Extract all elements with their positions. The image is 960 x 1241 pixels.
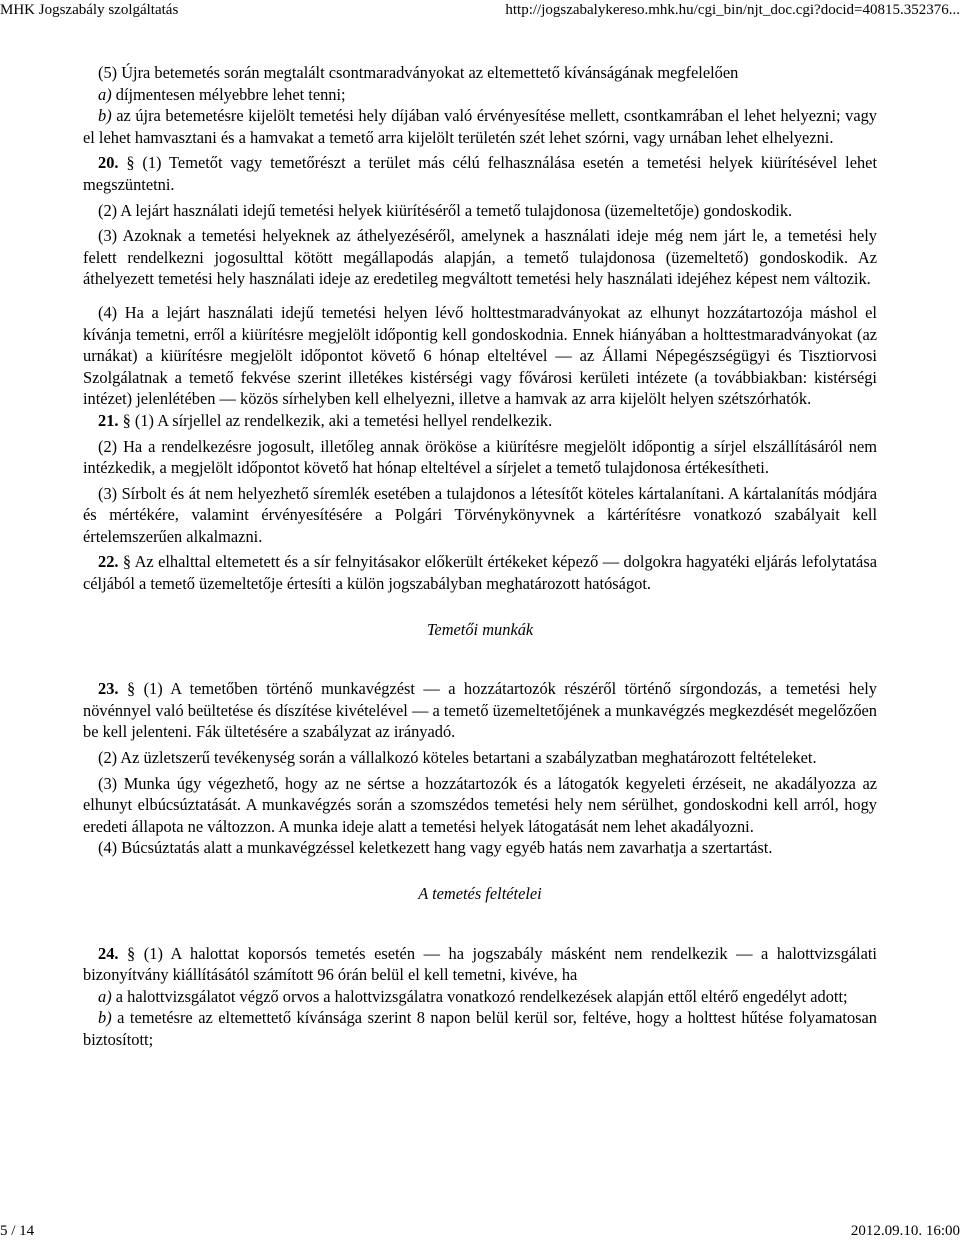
section-number: 24. [98, 943, 119, 963]
paragraph: (2) A lejárt használati idejű temetési helyek kiürítéséről a temető tulajdonosa (üzemeltetője) gondoskodik. [98, 200, 793, 220]
item-letter: b) [98, 106, 112, 126]
document-body [83, 62, 877, 1051]
item-letter: b) [98, 1008, 112, 1028]
section-23-para-1: 23. § (1) A temetőben történő munkavégzést — a hozzátartozók részéről történő sírgondozás, a temetési hely növénnyel való beültetése és díszítése kivételével — a temető üzemeltetőjének a munkavégzés megkezdését megelőzően be kell jelenteni. Fák ültetésére a szabályzat az irányadó. [83, 679, 877, 742]
header-source: MHK Jogszabály szolgáltatás [0, 2, 179, 18]
item-letter: a) [98, 84, 112, 104]
section-22: 22. § Az elhalttal eltemetett és a sír felnyitásakor előkerült értékeket képező — dolgokra hagyatéki eljárás lefolytatása céljából a temető üzemeltetője értesíti a külön jogszabályban meghatározott hatóságot. [83, 552, 877, 594]
section-number: 22. [98, 552, 119, 572]
list-item: b) a temetésre az eltemettető kívánsága szerint 8 napon belül kerül sor, feltéve, hogy a holttest hűtése folyamatosan biztosított; [83, 1008, 877, 1049]
print-datetime: 2012.09.10. 16:00 [850, 1223, 960, 1239]
section-heading: Temetői munkák [426, 619, 534, 639]
paragraph: (3) Azoknak a temetési helyeknek az áthelyezéséről, amelynek a használati ideje még nem járt le, a temetési hely felett rendelkezni jogosulttal kötött megállapodás alapján, a temető tulajdonosa (üzemeltető) gondoskodik. Az áthelyezett temetési hely használati ideje az eredetileg megváltott temetési hely használati idejéhez képest nem változik. [83, 226, 877, 289]
paragraph: (2) Az üzletszerű tevékenység során a vállalkozó köteles betartani a szabályzatban meghatározott feltételeket. [98, 748, 817, 768]
list-item: a) díjmentesen mélyebbre lehet tenni; [98, 84, 346, 104]
section-20-para-1: 20. § (1) Temetőt vagy temetőrészt a terület más célú felhasználása esetén a temetési helyek kiürítésével lehet megszüntetni. [83, 153, 877, 194]
page-number: 5 / 14 [0, 1223, 35, 1239]
section-number: 20. [98, 153, 119, 173]
section-number: 21. [98, 410, 119, 430]
paragraph: (2) Ha a rendelkezésre jogosult, illetőleg annak örököse a kiürítésre megjelölt időpontig a sírjel elszállításáról nem intézkedik, a megjelölt időpontot követő hat hónap elteltével a sírjelet a temető tulajdonosa értékesítheti. [83, 436, 877, 478]
section-number: 23. [98, 679, 119, 699]
paragraph: (4) Ha a lejárt használati idejű temetési helyen lévő holttestmaradványokat az elhunyt hozzátartozója máshol el kívánja temetni, erről a kiürítésre megjelölt időpontig kell gondoskodnia. Ennek hiányában a holttestmaradványokat (az urnákat) a kiürítésre megjelölt időpontot követő 6 hónap elteltével — az Állami Népegészségügyi és Tisztiorvosi Szolgálatnak a temető fekvése szerint illetékes kistérségi vagy fővárosi kerületi intézete (a továbbiakban: kistérségi intézet) jelenlétében — közös sírhelyben kell elhelyezni, illetve a hamvak az arra kijelölt helyen szétszórhatók. [83, 302, 877, 409]
section-21-para-1: 21. § (1) A sírjellel az rendelkezik, aki a temetési hellyel rendelkezik. [98, 410, 553, 430]
list-item: a) a halottvizsgálatot végző orvos a halottvizsgálatra vonatkozó rendelkezések alapján ettől eltérő engedélyt adott; [98, 986, 848, 1006]
paragraph: (4) Búcsúztatás alatt a munkavégzéssel keletkezett hang vagy egyéb hatás nem zavarhatja a szertartást. [98, 838, 773, 858]
paragraph: (5) Újra betemetés során megtalált csontmaradványokat az eltemettető kívánságának megfelelően [98, 63, 739, 82]
section-24-para-1: 24. § (1) A halottat koporsós temetés esetén — ha jogszabály másként nem rendelkezik — a halottvizsgálati bizonyítvány kiállításától számított 96 órán belül el kell temetni, kivéve, ha [83, 943, 877, 985]
list-item: b) az újra betemetésre kijelölt temetési hely díjában való érvényesítése mellett, csontkamrában el lehet helyezni; vagy el lehet hamvasztani és a hamvakat a temető arra kijelölt területén szét lehet szórni, vagy urnában lehet elhelyezni. [83, 106, 877, 147]
section-heading: A temetés feltételei [418, 884, 542, 903]
paragraph: (3) Munka úgy végezhető, hogy az ne sértse a hozzátartozók és a látogatók kegyeleti érzéseit, ne akadályozza az elhunyt elbúcsúztatását. A munkavégzés során a szomszédos temetési hely nem sérülhet, gondoskodni kell arról, hogy eredeti állapota ne változzon. A munka ideje alatt a temetési helyek látogatását nem lehet akadályozni. [83, 773, 877, 836]
item-letter: a) [98, 986, 112, 1006]
paragraph: (3) Sírbolt és át nem helyezhető síremlék esetében a tulajdonos a létesítőt köteles kártalanítani. A kártalanítás módjára és mértékére, valamint érvényesítésére a Polgári Törvénykönyvnek a kártérítésre vonatkozó szabályait kell értelemszerűen alkalmazni. [83, 483, 877, 546]
header-url[interactable]: http://jogszabalykereso.mhk.hu/cgi_bin/njt_doc.cgi?docid=40815.352376... [505, 2, 960, 18]
